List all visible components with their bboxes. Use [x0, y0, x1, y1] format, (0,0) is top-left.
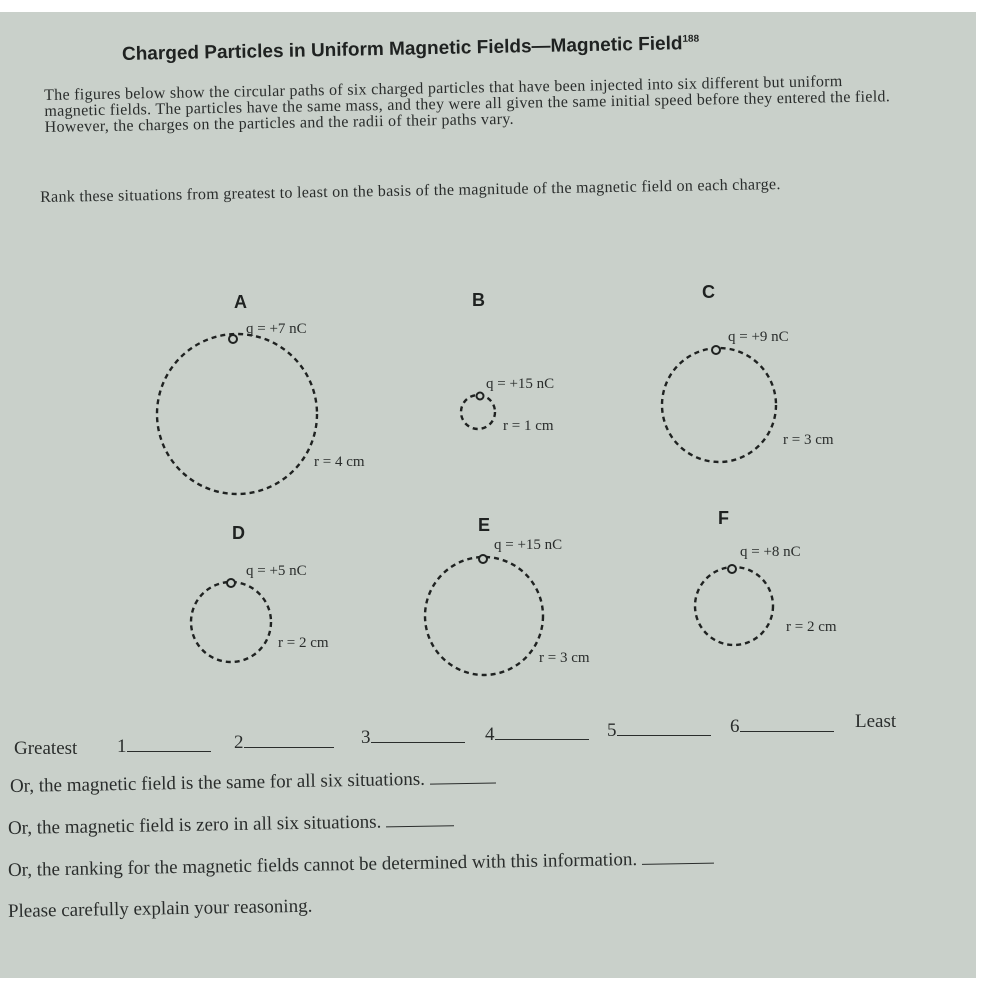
rank-blank-6[interactable] — [740, 730, 834, 732]
path-circle-e — [425, 557, 543, 675]
charge-label-b: q = +15 nC — [486, 376, 555, 392]
particle-f — [728, 565, 736, 573]
title-number: 188 — [682, 33, 700, 45]
path-circle-c — [662, 348, 776, 462]
figure-label-c: C — [702, 282, 715, 302]
particle-c — [712, 346, 720, 354]
option-zero-text: Or, the magnetic field is zero in all six situations. — [7, 811, 382, 839]
charge-label-e: q = +15 nC — [494, 537, 563, 553]
option-same-text: Or, the magnetic field is the same for all six situations. — [9, 768, 426, 797]
rank-slot-4[interactable] — [485, 724, 589, 746]
figure-label-e: E — [478, 515, 491, 535]
rank-blank-2[interactable] — [244, 746, 334, 748]
option-undetermined-text: Or, the ranking for the magnetic fields cannot be determined with this information. — [7, 849, 638, 881]
rank-blank-1[interactable] — [127, 750, 211, 752]
path-circle-b — [461, 395, 495, 429]
path-circle-f — [695, 567, 773, 645]
charge-label-c: q = +9 nC — [728, 329, 789, 345]
charge-label-a: q = +7 nC — [246, 321, 307, 337]
intro-paragraph: The figures below show the circular paths of six charged particles that have been injected into six different but uniform magnetic fields. The particles have the same mass, and they were all given the same initial speed before they entered the field. However, the charges on the particles and the radii of their paths vary. — [43, 73, 891, 136]
figure-label-d: D — [232, 523, 245, 543]
option-zero-blank[interactable] — [386, 824, 454, 827]
figure-label-f: F — [718, 508, 729, 528]
path-circle-d — [191, 582, 271, 662]
rank-number-1: 1 — [117, 736, 127, 757]
figure-label-b: B — [472, 290, 485, 310]
rank-blank-5[interactable] — [617, 734, 711, 736]
particle-e — [479, 555, 487, 563]
charge-label-d: q = +5 nC — [246, 563, 307, 579]
radius-label-a: r = 4 cm — [314, 454, 365, 470]
rank-slot-5[interactable] — [607, 720, 711, 742]
figure-label-a: A — [234, 292, 247, 312]
rank-number-5: 5 — [607, 720, 617, 741]
charge-label-f: q = +8 nC — [740, 544, 801, 560]
explain-prompt: Please carefully explain your reasoning. — [7, 895, 313, 922]
rank-number-3: 3 — [361, 727, 371, 748]
rank-slot-1[interactable] — [117, 736, 211, 758]
instruction-paragraph: Rank these situations from greatest to least on the basis of the magnitude of the magnetic field on each charge. — [39, 176, 781, 206]
radius-label-e: r = 3 cm — [539, 650, 590, 666]
radius-label-c: r = 3 cm — [783, 432, 834, 448]
worksheet-title: Charged Particles in Uniform Magnetic Fields—Magnetic Field$^{188}$ — [121, 33, 700, 65]
path-circle-a — [157, 334, 317, 494]
rank-number-6: 6 — [730, 716, 740, 737]
particle-a — [229, 335, 237, 343]
option-undetermined-blank[interactable] — [642, 862, 714, 865]
rank-slot-2[interactable] — [234, 732, 334, 754]
option-same-blank[interactable] — [430, 782, 496, 785]
rank-blank-4[interactable] — [495, 738, 589, 740]
particle-b — [477, 393, 484, 400]
rank-slot-3[interactable] — [361, 727, 465, 749]
rank-slot-6[interactable] — [730, 716, 834, 738]
particle-d — [227, 579, 235, 587]
radius-label-d: r = 2 cm — [278, 635, 329, 651]
rank-number-2: 2 — [234, 732, 244, 753]
ranking-least-label: Least — [855, 711, 897, 732]
radius-label-f: r = 2 cm — [786, 619, 837, 635]
radius-label-b: r = 1 cm — [503, 418, 554, 434]
rank-blank-3[interactable] — [371, 741, 465, 743]
rank-number-4: 4 — [485, 724, 495, 745]
ranking-greatest-label: Greatest — [14, 738, 78, 759]
